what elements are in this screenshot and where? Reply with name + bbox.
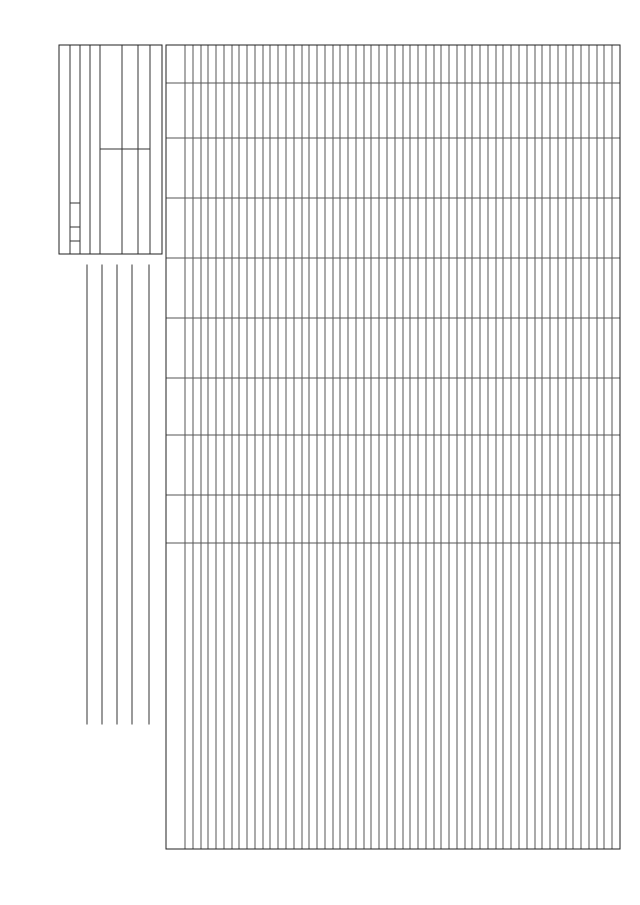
table-row [223, 46, 231, 849]
codes-box [59, 45, 163, 255]
codes-row-line [90, 46, 91, 254]
table-row [472, 46, 480, 849]
codes-row-line [100, 46, 101, 254]
table-row [511, 46, 519, 849]
table-row [456, 46, 464, 849]
table-row [394, 46, 402, 849]
codes-col-line [70, 241, 80, 242]
line-legal-form [132, 265, 133, 725]
table-row [363, 46, 371, 849]
table-row [324, 46, 332, 849]
codes-col-line [100, 149, 150, 150]
table-row [519, 46, 527, 849]
document-sheet [1, 0, 640, 905]
line-short-name [102, 265, 103, 725]
table-row [340, 46, 348, 849]
table-row [278, 46, 286, 849]
codes-row-line [122, 46, 123, 254]
table-row [270, 46, 278, 849]
codes-row-line [80, 46, 81, 254]
line-activity-type [117, 265, 118, 725]
table-row [534, 46, 542, 849]
table-row [293, 46, 301, 849]
table-row [487, 46, 495, 849]
table-row [332, 46, 340, 849]
codes-col-line [70, 227, 80, 228]
table-row [550, 46, 558, 849]
table-row [433, 46, 441, 849]
table-row [285, 46, 293, 849]
codes-row-line [70, 46, 71, 254]
table-row [192, 46, 200, 849]
table-row [573, 46, 581, 849]
table-row [355, 46, 363, 849]
data-table [166, 45, 621, 850]
table-row [588, 46, 596, 849]
codes-col-line [70, 203, 80, 204]
table-row [262, 46, 270, 849]
table-row [503, 46, 511, 849]
table-row [557, 46, 565, 849]
codes-row-line [138, 46, 139, 254]
table-row [418, 46, 426, 849]
line-organization [87, 265, 88, 725]
table-row [596, 46, 604, 849]
table-row [565, 46, 573, 849]
table-row [449, 46, 457, 849]
table-row [200, 46, 208, 849]
table-row [441, 46, 449, 849]
table-row [464, 46, 472, 849]
codes-row-line [150, 46, 151, 254]
table-row [317, 46, 325, 849]
table-row [231, 46, 239, 849]
table-row [612, 46, 620, 849]
line-unit [149, 265, 150, 725]
table-row [239, 46, 247, 849]
table-row [402, 46, 410, 849]
table-row [185, 46, 193, 849]
table-row [247, 46, 255, 849]
table-row [348, 46, 356, 849]
table-row [542, 46, 550, 849]
table-row [254, 46, 262, 849]
table-row [480, 46, 488, 849]
table-row [581, 46, 589, 849]
table-row [309, 46, 317, 849]
table-row [371, 46, 379, 849]
table-row [208, 46, 216, 849]
table-row [410, 46, 418, 849]
table-row [495, 46, 503, 849]
table-row [386, 46, 394, 849]
table-row [379, 46, 387, 849]
table-row [425, 46, 433, 849]
table-row [301, 46, 309, 849]
table-row [216, 46, 224, 849]
table-row [526, 46, 534, 849]
table-row [604, 46, 612, 849]
